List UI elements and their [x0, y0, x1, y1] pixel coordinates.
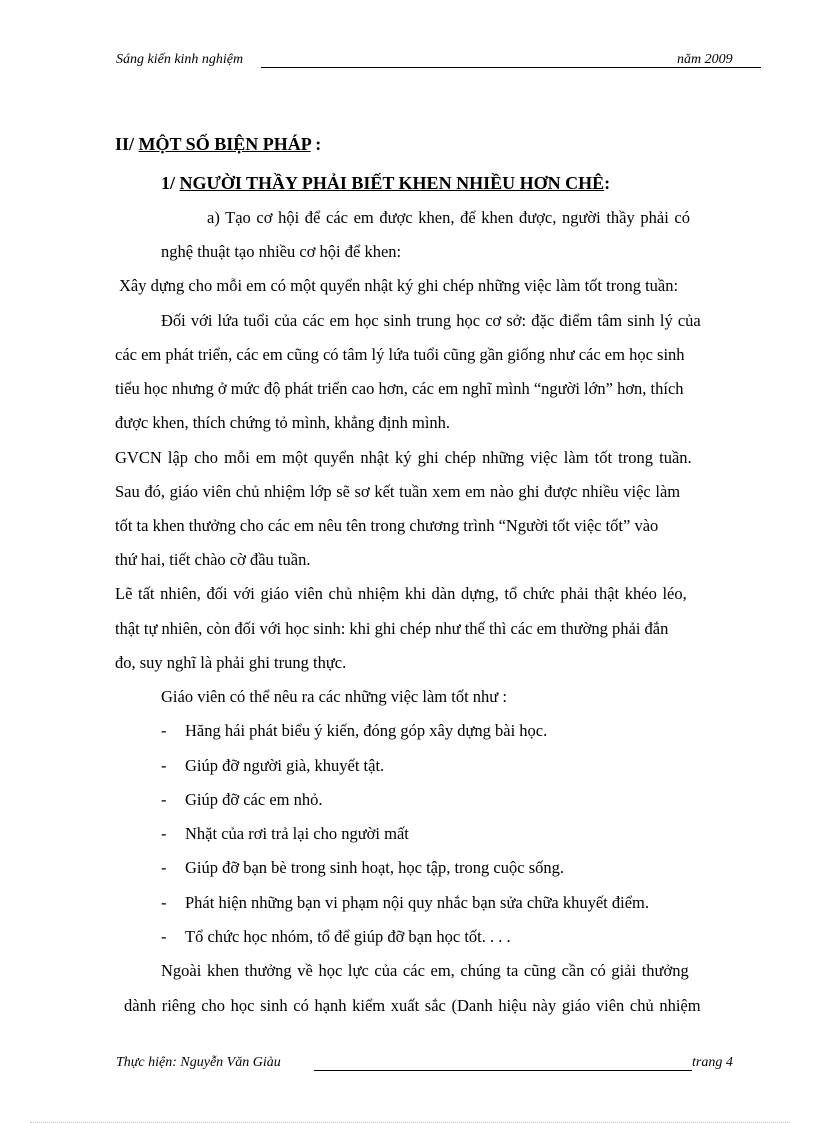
paragraph-line: Giáo viên có thể nêu ra các những việc làm tốt như :	[161, 687, 507, 706]
paragraph-line: GVCN lập cho mỗi em một quyển nhật ký ghi chép những việc làm tốt trong tuần.	[115, 448, 692, 467]
paragraph-line: các em phát triển, các em cũng có tâm lý lứa tuổi cũng gần giống như các em học sinh	[115, 345, 685, 364]
footer-page-number: trang 4	[692, 1055, 733, 1070]
paragraph-line: Ngoài khen thưởng về học lực của các em, chúng ta cũng cần có giải thưởng	[161, 961, 689, 980]
paragraph-line: tiểu học nhưng ở mức độ phát triển cao hơn, các em nghĩ mình “người lớn” hơn, thích	[115, 379, 684, 398]
paragraph-line: Lẽ tất nhiên, đối với giáo viên chủ nhiệm khi dàn dựng, tổ chức phải thật khéo léo,	[115, 584, 687, 603]
bullet-item: Giúp đỡ người già, khuyết tật.	[185, 756, 385, 775]
bullet-marker: -	[161, 756, 167, 775]
paragraph-line: đo, suy nghĩ là phải ghi trung thực.	[115, 653, 347, 672]
bullet-marker: -	[161, 893, 167, 912]
paragraph-line: dành riêng cho học sinh có hạnh kiểm xuất sắc (Danh hiệu này giáo viên chủ nhiệm	[124, 996, 701, 1015]
header-document-type: Sáng kiến kinh nghiệm	[116, 52, 244, 67]
paragraph-line: Đối với lứa tuổi của các em học sinh trung học cơ sở: đặc điểm tâm sinh lý của	[161, 311, 701, 330]
bullet-marker: -	[161, 858, 167, 877]
paragraph-line: Xây dựng cho mỗi em có một quyển nhật ký ghi chép những việc làm tốt trong tuần:	[119, 276, 679, 295]
section-title: MỘT SỐ BIỆN PHÁP	[138, 134, 311, 154]
paragraph-line: Sau đó, giáo viên chủ nhiệm lớp sẽ sơ kết tuần xem em nào ghi được nhiều việc làm	[115, 482, 681, 501]
section-number: II/	[115, 134, 139, 154]
paragraph-line: nghệ thuật tạo nhiều cơ hội để khen:	[161, 242, 402, 261]
bullet-marker: -	[161, 721, 167, 740]
footer-rule	[314, 1070, 692, 1071]
paragraph-line: thứ hai, tiết chào cờ đầu tuần.	[115, 550, 311, 569]
header-year: năm 2009	[677, 52, 733, 67]
paragraph-line: được khen, thích chứng tỏ mình, khẳng định mình.	[115, 413, 451, 432]
page-header	[116, 52, 756, 74]
bullet-marker: -	[161, 927, 167, 946]
bullet-item: Hăng hái phát biểu ý kiến, đóng góp xây dựng bài học.	[185, 721, 548, 740]
bullet-item: Giúp đỡ các em nhỏ.	[185, 790, 323, 809]
bullet-marker: -	[161, 790, 167, 809]
subsection-title: NGƯỜI THẦY PHẢI BIẾT KHEN NHIỀU HƠN CHÊ	[179, 173, 605, 193]
bullet-marker: -	[161, 824, 167, 843]
paragraph-line: a) Tạo cơ hội để các em được khen, để khen được, người thầy phải có	[207, 208, 690, 227]
subsection-number: 1/	[161, 173, 180, 193]
bullet-item: Phát hiện những bạn vi phạm nội quy nhắc bạn sửa chữa khuyết điểm.	[185, 893, 649, 912]
page-footer	[116, 1055, 756, 1077]
paragraph-line: tốt ta khen thưởng cho các em nêu tên trong chương trình “Người tốt việc tốt” vào	[115, 516, 659, 535]
subsection-suffix: :	[604, 173, 611, 193]
section-heading	[115, 134, 321, 155]
subsection-heading	[161, 173, 610, 194]
bullet-item: Giúp đỡ bạn bè trong sinh hoạt, học tập, trong cuộc sống.	[185, 858, 564, 877]
section-suffix: :	[310, 134, 322, 154]
footer-author: Thực hiện: Nguyễn Văn Giàu	[116, 1055, 281, 1070]
bullet-item: Tổ chức học nhóm, tổ để giúp đỡ bạn học tốt. . . .	[185, 927, 511, 946]
bullet-item: Nhặt của rơi trả lại cho người mất	[185, 824, 409, 843]
paragraph-line: thật tự nhiên, còn đối với học sinh: khi ghi chép như thế thì các em thường phải đắn	[115, 619, 669, 638]
